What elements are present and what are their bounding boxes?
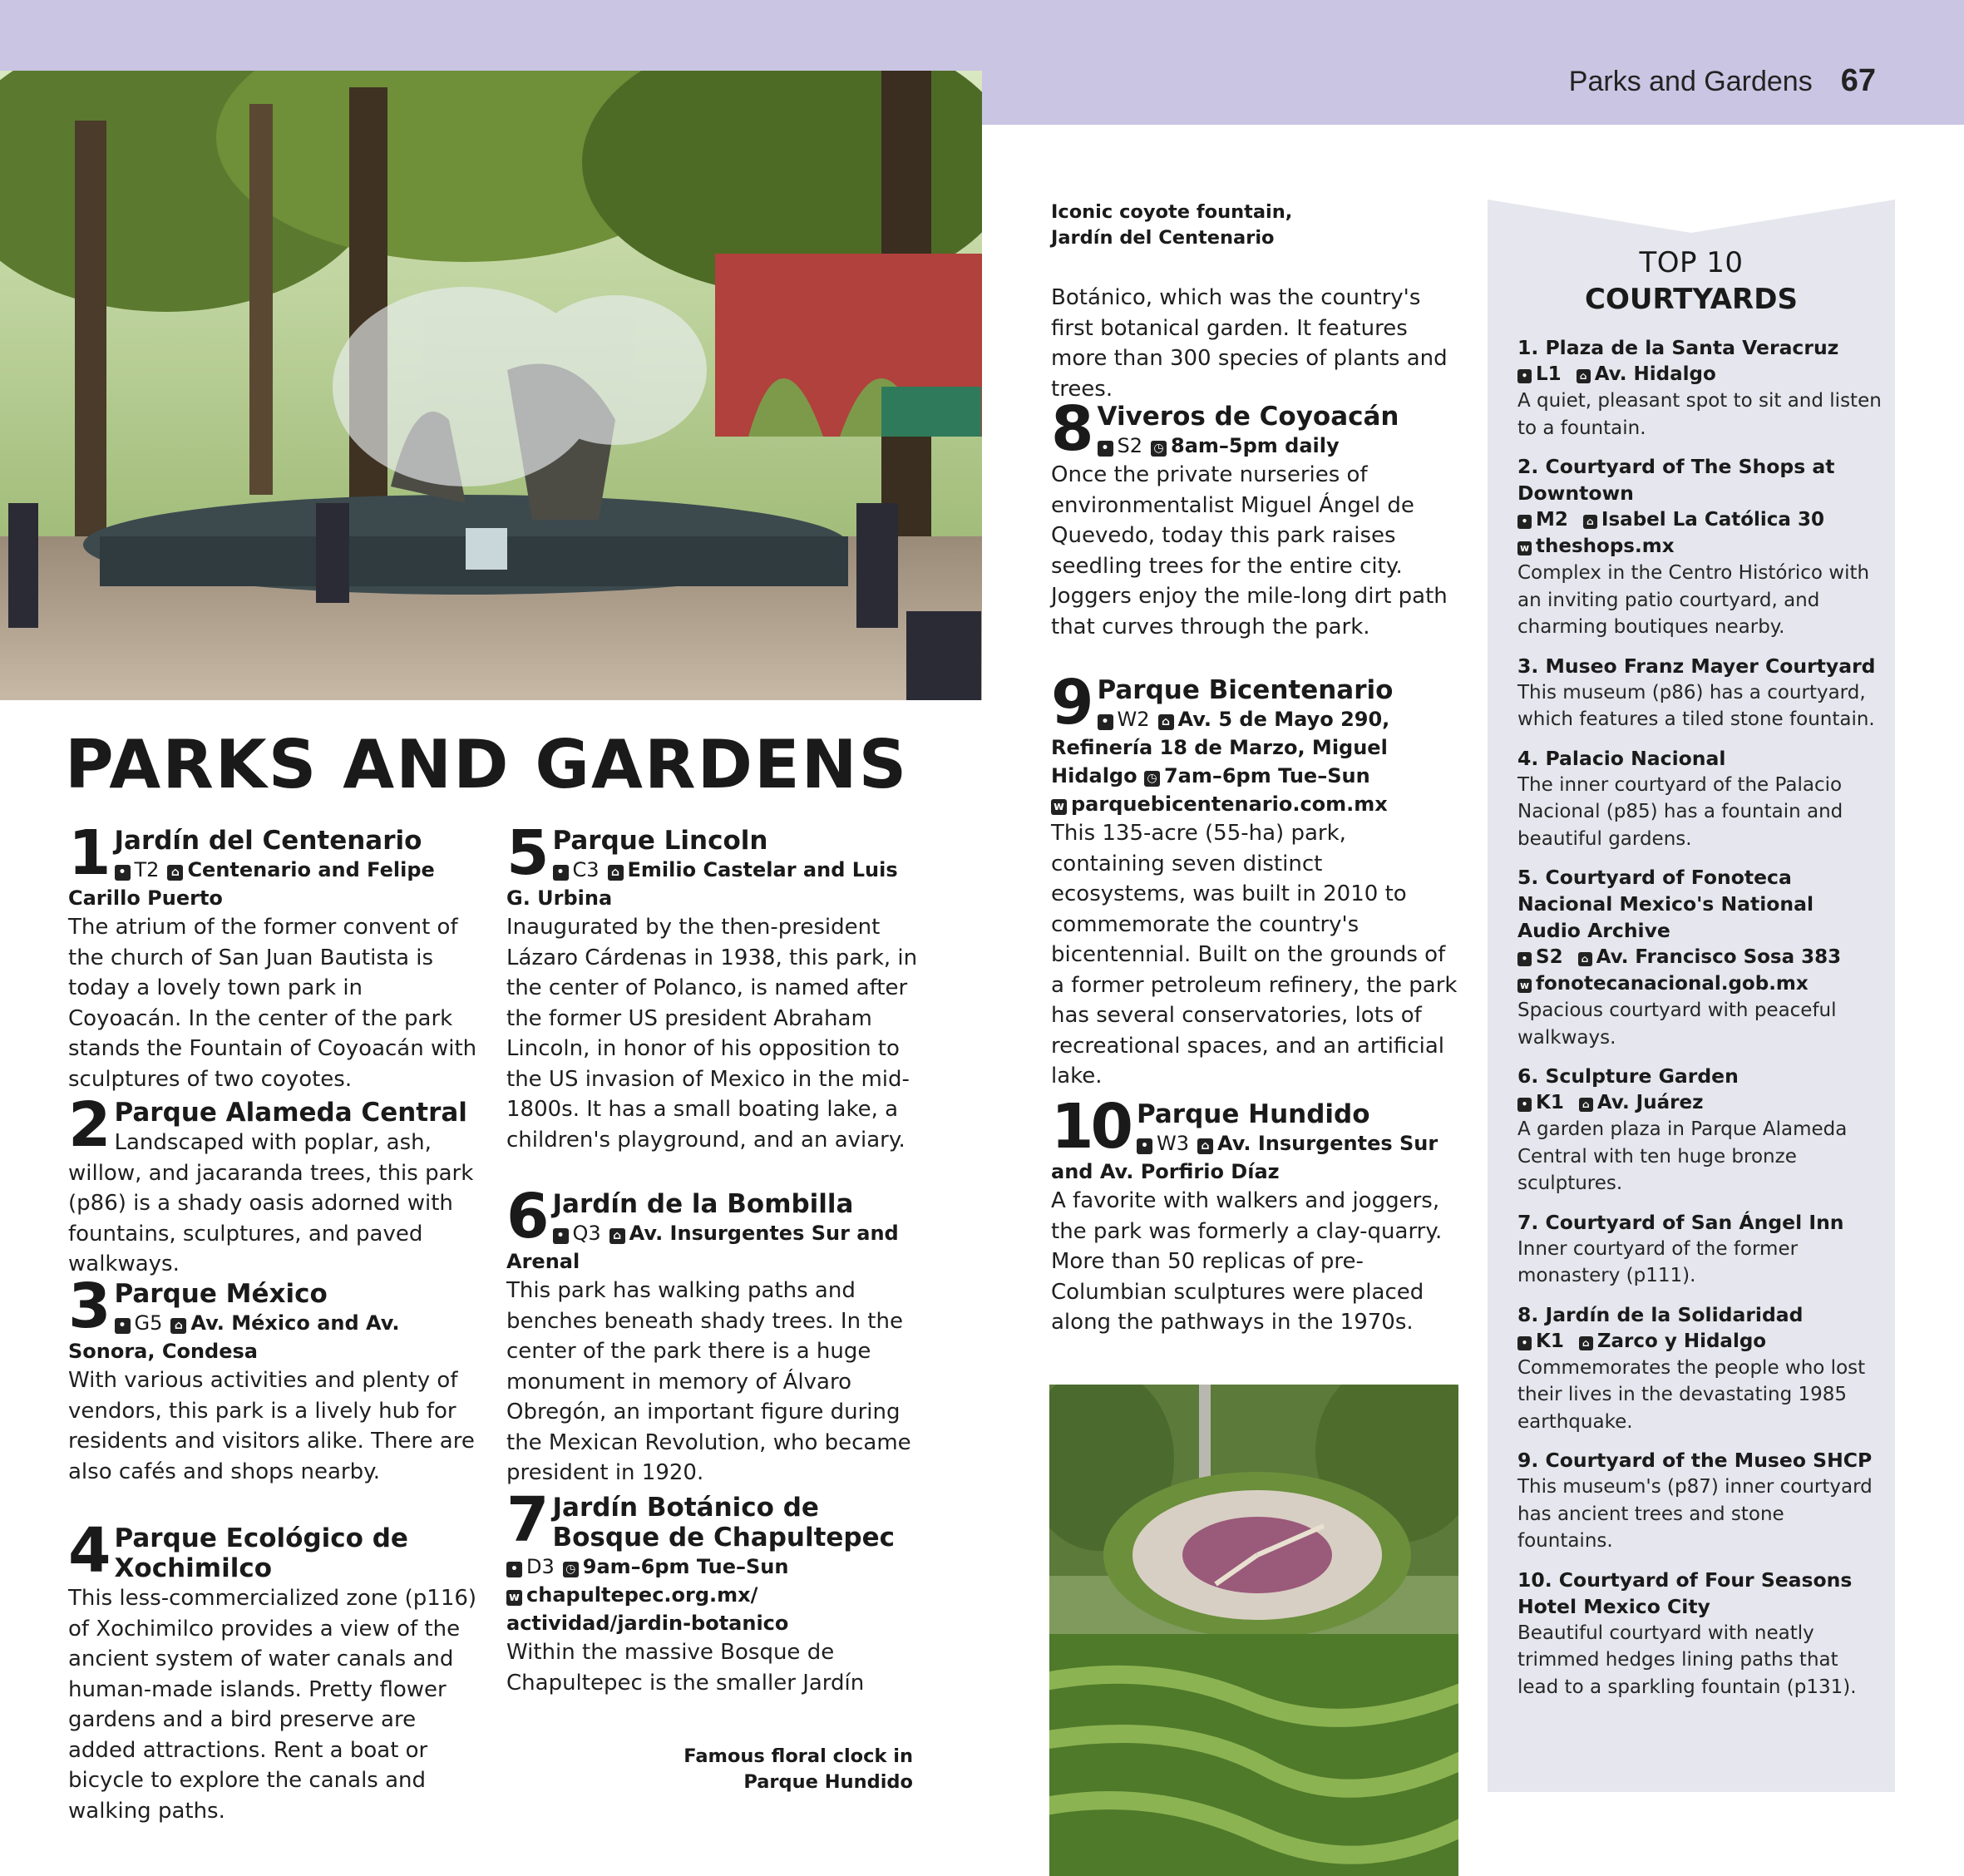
- list-item: 1. Plaza de la Santa Veracruz • L1 ⌂ Av. Hidalgo A quiet, pleasant spot to sit and listen to a fountain.: [1517, 336, 1882, 439]
- entry-info: • Q3 ⌂ Av. Insurgentes Sur and Arenal: [506, 1222, 899, 1273]
- entry-body: A favorite with walkers and joggers, the park was formerly a clay-quarry. More than 50 replicas of pre-Columbian sculptures were placed along the pathways in the 1970s.: [1051, 1188, 1443, 1335]
- house-icon: ⌂: [1577, 369, 1591, 383]
- entry-title: Parque Alameda Central: [114, 1098, 467, 1128]
- entry-7-continued: Botánico, which was the country's first botanical garden. It features more than 300 species of plants and trees.: [1051, 285, 1448, 402]
- clock-icon: ◷: [1151, 441, 1167, 457]
- entry-2: [68, 1089, 482, 1280]
- entry-title: Parque México: [114, 1279, 328, 1309]
- sidebar-heading-small: TOP 10: [1639, 246, 1744, 279]
- list-item: 7. Courtyard of San Ángel Inn Inner courtyard of the former monastery (p111).: [1517, 1210, 1844, 1286]
- entry-info: • S2 ◷ 8am–5pm daily: [1051, 432, 1458, 460]
- map-pin-icon: •: [1517, 1336, 1532, 1350]
- entry-title: Parque Ecológico de Xochimilco: [114, 1523, 408, 1583]
- entry-body: This less-commercialized zone (p116) of Xochimilco provides a view of the ancient system of water canals and human-made islands. Pretty flower gardens and a bird preserve are added attractions. Rent a boat or bicycle to explore the canals and walking paths.: [68, 1586, 477, 1824]
- list-item: 5. Courtyard of Fonoteca Nacional Mexico's National Audio Archive • S2 ⌂ Av. Francisco Sosa 383 w fonotecanacional.gob.mx Spacious courtyard with peaceful walkways.: [1517, 864, 1883, 1051]
- entry-5: [506, 817, 919, 1155]
- house-icon: ⌂: [1158, 714, 1174, 730]
- list-item: 8. Jardín de la Solidaridad • K1 ⌂ Zarco y Hidalgo Commemorates the people who lost their lives in the devastating 1985 earthquake.: [1517, 1302, 1866, 1433]
- entry-body: Within the massive Bosque de Chapultepec is the smaller Jardín: [506, 1640, 865, 1696]
- map-pin-icon: •: [115, 865, 131, 881]
- map-pin-icon: •: [1098, 714, 1113, 730]
- running-header: [1569, 63, 1876, 99]
- sidebar-heading: COURTYARDS: [1585, 283, 1798, 316]
- entry-info: • C3 ⌂ Emilio Castelar and Luis G. Urbina: [506, 858, 898, 910]
- house-icon: ⌂: [1579, 1336, 1593, 1350]
- clock-icon: ◷: [1144, 771, 1160, 787]
- web-icon: w: [1517, 541, 1532, 555]
- entry-body: Landscaped with poplar, ash, willow, and jacaranda trees, this park (p86) is a shady oasis adorned with fountains, sculptures, and paved walkways.: [68, 1130, 474, 1276]
- web-icon: w: [506, 1590, 522, 1606]
- list-item: 3. Museo Franz Mayer Courtyard This museum (p86) has a courtyard, which features a tiled stone fountain.: [1517, 654, 1876, 730]
- entry-title: Parque Lincoln: [552, 826, 768, 856]
- map-pin-icon: •: [1517, 369, 1532, 383]
- list-item: 9. Courtyard of the Museo SHCP This museum's (p87) inner courtyard has ancient trees and stone fountains.: [1517, 1449, 1873, 1552]
- entry-3: [68, 1271, 482, 1487]
- entry-number: 10: [1051, 1091, 1130, 1163]
- web-icon: w: [1517, 979, 1532, 993]
- entry-title: Viveros de Coyoacán: [1097, 402, 1399, 432]
- entry-body: This park has walking paths and benches beneath shady trees. In the center of the park there is a huge monument in memory of Álvaro Obregón, an important figure during the Mexican Revolution, who became president in 1920.: [506, 1278, 911, 1485]
- map-pin-icon: •: [1098, 441, 1113, 457]
- list-item: 6. Sculpture Garden • K1 ⌂ Av. Juárez A garden plaza in Parque Alameda Central with ten huge bronze sculptures.: [1517, 1064, 1848, 1194]
- entry-info: • T2 ⌂ Centenario and Felipe Carillo Puerto: [68, 858, 435, 910]
- entry-number: 7: [506, 1484, 546, 1556]
- map-pin-icon: •: [1517, 1098, 1532, 1112]
- entry-10: [1051, 1091, 1458, 1338]
- sidebar-notch: [1488, 200, 1895, 249]
- map-pin-icon: •: [1137, 1138, 1152, 1154]
- entry-1: [68, 817, 482, 1094]
- web-icon: w: [1051, 799, 1067, 815]
- sidebar-list: [1517, 334, 1883, 1712]
- entry-body: The atrium of the former convent of the church of San Juan Bautista is today a lovely town park in Coyoacán. In the center of the park stands the Fountain of Coyoacán with sculptures of two coyotes.: [68, 915, 477, 1092]
- map-pin-icon: •: [506, 1562, 522, 1577]
- entry-number: 2: [68, 1089, 108, 1161]
- entry-info: • W3 ⌂ Av. Insurgentes Sur and Av. Porfirio Díaz: [1051, 1132, 1438, 1183]
- list-item: 4. Palacio Nacional The inner courtyard of the Palacio Nacional (p85) has a fountain and beautiful gardens.: [1517, 746, 1843, 850]
- house-icon: ⌂: [609, 1228, 625, 1244]
- entry-info: • D3 ◷ 9am–6pm Tue–Sun: [506, 1553, 919, 1581]
- sidebar-web[interactable]: w fonotecanacional.gob.mx: [1517, 970, 1883, 997]
- entry-info: • G5 ⌂ Av. México and Av. Sonora, Condesa: [68, 1311, 400, 1363]
- entry-9: [1051, 667, 1458, 1092]
- page-number: 67: [1840, 63, 1876, 98]
- entry-number: 3: [68, 1271, 108, 1342]
- entry-title: Jardín del Centenario: [114, 826, 422, 856]
- house-icon: ⌂: [1578, 952, 1592, 966]
- house-icon: ⌂: [1583, 515, 1597, 529]
- house-icon: ⌂: [170, 1318, 186, 1334]
- house-icon: ⌂: [1197, 1138, 1213, 1154]
- entry-title: Parque Hundido: [1136, 1099, 1370, 1129]
- entry-title: Jardín de la Bombilla: [552, 1189, 854, 1219]
- map-pin-icon: •: [553, 1228, 569, 1244]
- entry-title: Parque Bicentenario: [1097, 675, 1394, 705]
- entry-number: 8: [1051, 393, 1091, 465]
- entry-7: [506, 1484, 919, 1698]
- entry-info: • W2 ⌂ Av. 5 de Mayo 290, Refinería 18 de Marzo, Miguel Hidalgo ◷ 7am–6pm Tue–Sun: [1051, 708, 1390, 787]
- entry-body: With various activities and plenty of vendors, this park is a lively hub for residents and visitors alike. There are also cafés and shops nearby.: [68, 1368, 475, 1484]
- page-title: PARKS AND GARDENS: [65, 726, 909, 803]
- clock-icon: ◷: [563, 1562, 579, 1577]
- entry-number: 6: [506, 1181, 546, 1252]
- entry-body: This 135-acre (55-ha) park, containing seven distinct ecosystems, was built in 2010 to commemorate the country's bicentennial. Built on the grounds of a former petroleum refinery, the park has several conservatories, lots of recreational spaces, and an artificial lake.: [1051, 821, 1458, 1089]
- caption-fountain: Iconic coyote fountain, Jardín del Centenario: [1051, 201, 1293, 249]
- map-pin-icon: •: [1517, 952, 1532, 966]
- photo-floral-clock: [1049, 1385, 1458, 1876]
- entry-number: 5: [506, 817, 546, 889]
- list-item: 2. Courtyard of The Shops at Downtown • M2 ⌂ Isabel La Católica 30 w theshops.mx Complex in the Centro Histórico with an inviting patio courtyard, and charming boutiques nearby.: [1517, 453, 1883, 641]
- caption-floral-clock: Famous floral clock in Parque Hundido: [683, 1745, 913, 1793]
- map-pin-icon: •: [115, 1318, 131, 1334]
- top10-sidebar: [1488, 200, 1895, 1792]
- house-icon: ⌂: [167, 865, 183, 881]
- entry-number: 9: [1051, 667, 1091, 738]
- entry-title: Jardín Botánico de Bosque de Chapultepec: [552, 1493, 896, 1553]
- entry-web[interactable]: w parquebicentenario.com.mx: [1051, 790, 1458, 818]
- list-item: 10. Courtyard of Four Seasons Hotel Mexico City Beautiful courtyard with neatly trimmed hedges lining paths that lead to a sparkling fountain (p131).: [1517, 1567, 1857, 1698]
- map-pin-icon: •: [553, 865, 569, 881]
- photo-coyote-fountain: [0, 71, 982, 700]
- entry-8: [1051, 393, 1458, 642]
- entry-6: [506, 1181, 919, 1488]
- map-pin-icon: •: [1517, 515, 1532, 529]
- section-title: Parks and Gardens: [1568, 66, 1813, 97]
- entry-web[interactable]: w chapultepec.org.mx/ actividad/jardin-botanico: [506, 1583, 789, 1635]
- entry-body: Once the private nurseries of environmentalist Miguel Ángel de Quevedo, today this park raises seedling trees for the entire city. Joggers enjoy the mile-long dirt path that curves through the park.: [1051, 462, 1448, 639]
- entry-4: [68, 1515, 482, 1826]
- sidebar-web[interactable]: w theshops.mx: [1517, 533, 1883, 560]
- entry-number: 1: [68, 817, 108, 889]
- entry-body: Inaugurated by the then-president Lázaro Cárdenas in 1938, this park, in the center of Polanco, is named after the former US president Abraham Lincoln, in honor of his opposition to the US invasion of Mexico in the mid-1800s. It has a small boating lake, a children's playground, and an aviary.: [506, 915, 918, 1153]
- house-icon: ⌂: [608, 865, 624, 881]
- entry-number: 4: [68, 1515, 108, 1587]
- house-icon: ⌂: [1579, 1098, 1593, 1112]
